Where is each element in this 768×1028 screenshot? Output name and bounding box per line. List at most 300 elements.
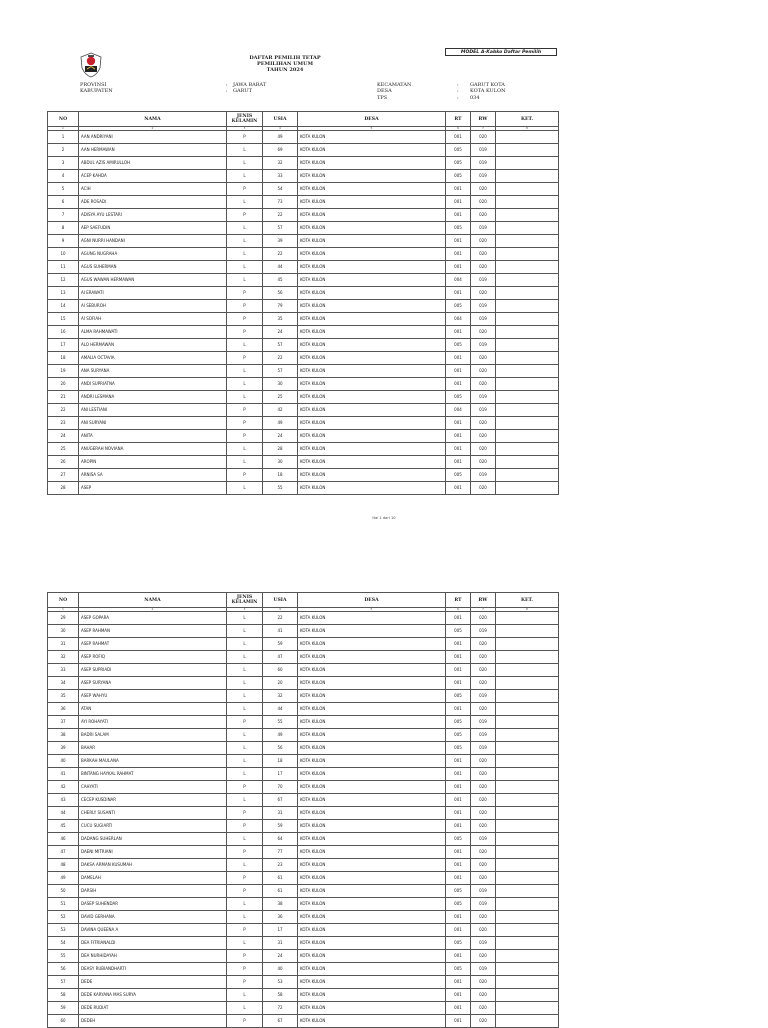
no-cell: 60 xyxy=(48,1015,79,1028)
nama-cell: DEA FITRIANALDI xyxy=(79,937,227,950)
provinsi-sep: : xyxy=(226,82,228,88)
ket-cell xyxy=(496,768,559,781)
ket-cell xyxy=(496,1002,559,1015)
desa-cell: KOTA KULON xyxy=(298,287,446,300)
usia-cell: 23 xyxy=(263,859,298,872)
rw-cell: 020 xyxy=(471,846,496,859)
ket-cell xyxy=(496,274,559,287)
rt-cell: 001 xyxy=(446,209,471,222)
desa-cell: KOTA KULON xyxy=(298,417,446,430)
desa-cell: KOTA KULON xyxy=(298,950,446,963)
table-row xyxy=(48,209,559,222)
jenis-kelamin-cell: L xyxy=(227,456,263,469)
ket-cell xyxy=(496,391,559,404)
table-row xyxy=(48,859,559,872)
col-ket-header: KET. xyxy=(496,593,559,608)
table-row xyxy=(48,235,559,248)
col-nama-header: NAMA xyxy=(79,593,227,608)
ket-cell xyxy=(496,885,559,898)
desa-cell: KOTA KULON xyxy=(298,1015,446,1028)
usia-cell: 57 xyxy=(263,339,298,352)
usia-cell: 17 xyxy=(263,768,298,781)
table-row xyxy=(48,248,559,261)
rt-cell: 001 xyxy=(446,248,471,261)
nama-cell: ANI SURYANI xyxy=(79,417,227,430)
nama-cell: AMALIA OCTAVIA xyxy=(79,352,227,365)
no-cell: 3 xyxy=(48,157,79,170)
jenis-kelamin-cell: L xyxy=(227,391,263,404)
rt-cell: 004 xyxy=(446,274,471,287)
rt-cell: 001 xyxy=(446,859,471,872)
nama-cell: ASEP SURYANA xyxy=(79,677,227,690)
kabupaten-value: GARUT xyxy=(233,88,252,95)
usia-cell: 67 xyxy=(263,794,298,807)
rw-cell: 020 xyxy=(471,235,496,248)
jenis-kelamin-cell: P xyxy=(227,950,263,963)
voter-table-page-2 xyxy=(47,592,559,1028)
rw-cell: 019 xyxy=(471,404,496,417)
table-row xyxy=(48,742,559,755)
desa-cell: KOTA KULON xyxy=(298,326,446,339)
jenis-kelamin-cell: P xyxy=(227,872,263,885)
jenis-kelamin-cell: P xyxy=(227,417,263,430)
ket-cell xyxy=(496,222,559,235)
jenis-kelamin-cell: P xyxy=(227,352,263,365)
rt-cell: 001 xyxy=(446,482,471,495)
header-values-left xyxy=(233,82,266,95)
usia-cell: 22 xyxy=(263,612,298,625)
jenis-kelamin-cell: L xyxy=(227,677,263,690)
rt-cell: 005 xyxy=(446,742,471,755)
tps-sep: : xyxy=(457,94,459,101)
table-row xyxy=(48,430,559,443)
table-row xyxy=(48,326,559,339)
desa-cell: KOTA KULON xyxy=(298,859,446,872)
desa-cell: KOTA KULON xyxy=(298,404,446,417)
jenis-kelamin-cell: L xyxy=(227,625,263,638)
desa-cell: KOTA KULON xyxy=(298,755,446,768)
table-row xyxy=(48,833,559,846)
table-row xyxy=(48,872,559,885)
jenis-kelamin-cell: L xyxy=(227,196,263,209)
no-cell: 23 xyxy=(48,417,79,430)
no-cell: 54 xyxy=(48,937,79,950)
rt-cell: 001 xyxy=(446,456,471,469)
jenis-kelamin-cell: L xyxy=(227,443,263,456)
table-row xyxy=(48,417,559,430)
no-cell: 39 xyxy=(48,742,79,755)
table-row xyxy=(48,313,559,326)
provinsi-value: JAWA BARAT xyxy=(233,82,267,88)
rw-cell: 020 xyxy=(471,794,496,807)
usia-cell: 72 xyxy=(263,1002,298,1015)
no-cell: 33 xyxy=(48,664,79,677)
table-row xyxy=(48,716,559,729)
nama-cell: DEDE xyxy=(79,976,227,989)
jenis-kelamin-cell: P xyxy=(227,963,263,976)
kecamatan-value: GARUT KOTA xyxy=(470,82,505,88)
rw-cell: 019 xyxy=(471,716,496,729)
desa-cell: KOTA KULON xyxy=(298,742,446,755)
nama-cell: AGUS SUHERMAN xyxy=(79,261,227,274)
col-usia-header: USIA xyxy=(263,112,298,127)
desa-cell: KOTA KULON xyxy=(298,183,446,196)
jenis-kelamin-cell: P xyxy=(227,924,263,937)
no-cell: 59 xyxy=(48,1002,79,1015)
no-cell: 51 xyxy=(48,898,79,911)
rt-cell: 005 xyxy=(446,391,471,404)
rw-cell: 019 xyxy=(471,469,496,482)
rw-cell: 020 xyxy=(471,820,496,833)
usia-cell: 77 xyxy=(263,846,298,859)
jenis-kelamin-cell: L xyxy=(227,157,263,170)
ket-cell xyxy=(496,144,559,157)
rw-cell: 020 xyxy=(471,924,496,937)
rw-cell: 020 xyxy=(471,261,496,274)
nama-cell: ASEP xyxy=(79,482,227,495)
col-number-5: 5 xyxy=(298,608,446,612)
nama-cell: ANDRI LESMANA xyxy=(79,391,227,404)
jenis-kelamin-cell: P xyxy=(227,976,263,989)
nama-cell: ANA SURYANA xyxy=(79,365,227,378)
col-desa-header: DESA xyxy=(298,593,446,608)
nama-cell: DAVINA QUEENA A xyxy=(79,924,227,937)
desa-cell: KOTA KULON xyxy=(298,794,446,807)
table-row xyxy=(48,261,559,274)
jenis-kelamin-cell: P xyxy=(227,846,263,859)
usia-cell: 24 xyxy=(263,950,298,963)
rt-cell: 005 xyxy=(446,729,471,742)
nama-cell: DAVID GERHANA xyxy=(79,911,227,924)
rw-cell: 019 xyxy=(471,742,496,755)
ket-cell xyxy=(496,651,559,664)
rw-cell: 020 xyxy=(471,872,496,885)
jenis-kelamin-cell: P xyxy=(227,1015,263,1028)
col-rw-header: RW xyxy=(471,112,496,127)
rw-cell: 020 xyxy=(471,209,496,222)
nama-cell: ANITA xyxy=(79,430,227,443)
ket-cell xyxy=(496,911,559,924)
rt-cell: 001 xyxy=(446,1015,471,1028)
rw-cell: 019 xyxy=(471,898,496,911)
desa-cell: KOTA KULON xyxy=(298,131,446,144)
usia-cell: 32 xyxy=(263,690,298,703)
ket-cell xyxy=(496,664,559,677)
col-number-8: 8 xyxy=(496,127,559,131)
rt-cell: 001 xyxy=(446,846,471,859)
desa-cell: KOTA KULON xyxy=(298,690,446,703)
rw-cell: 019 xyxy=(471,937,496,950)
rw-cell: 020 xyxy=(471,911,496,924)
desa-cell: KOTA KULON xyxy=(298,261,446,274)
usia-cell: 60 xyxy=(263,664,298,677)
no-cell: 9 xyxy=(48,235,79,248)
ket-cell xyxy=(496,638,559,651)
no-cell: 26 xyxy=(48,456,79,469)
rw-cell: 020 xyxy=(471,677,496,690)
rw-cell: 020 xyxy=(471,755,496,768)
ket-cell xyxy=(496,612,559,625)
ket-cell xyxy=(496,846,559,859)
jenis-kelamin-cell: L xyxy=(227,690,263,703)
ket-cell xyxy=(496,950,559,963)
jenis-kelamin-cell: L xyxy=(227,859,263,872)
table-row xyxy=(48,950,559,963)
usia-cell: 70 xyxy=(263,781,298,794)
usia-cell: 61 xyxy=(263,885,298,898)
no-cell: 27 xyxy=(48,469,79,482)
rw-cell: 019 xyxy=(471,144,496,157)
jenis-kelamin-cell: P xyxy=(227,430,263,443)
no-cell: 49 xyxy=(48,872,79,885)
table-row xyxy=(48,807,559,820)
rt-cell: 001 xyxy=(446,417,471,430)
rw-cell: 020 xyxy=(471,989,496,1002)
table-row xyxy=(48,222,559,235)
nama-cell: ADISYA AYU LESTARI xyxy=(79,209,227,222)
table-row xyxy=(48,365,559,378)
voter-table-page-1 xyxy=(47,111,559,495)
table-row xyxy=(48,989,559,1002)
col-number-7: 7 xyxy=(471,127,496,131)
col-number-4: 4 xyxy=(263,608,298,612)
no-cell: 48 xyxy=(48,859,79,872)
usia-cell: 58 xyxy=(263,989,298,1002)
rw-cell: 020 xyxy=(471,417,496,430)
jenis-kelamin-cell: L xyxy=(227,248,263,261)
col-number-3: 3 xyxy=(227,608,263,612)
rt-cell: 001 xyxy=(446,235,471,248)
desa-cell: KOTA KULON xyxy=(298,807,446,820)
col-no-header: NO xyxy=(48,112,79,127)
ket-cell xyxy=(496,404,559,417)
rt-cell: 004 xyxy=(446,313,471,326)
ket-cell xyxy=(496,703,559,716)
jenis-kelamin-cell: L xyxy=(227,222,263,235)
no-cell: 36 xyxy=(48,703,79,716)
usia-cell: 38 xyxy=(263,898,298,911)
usia-cell: 49 xyxy=(263,417,298,430)
desa-cell: KOTA KULON xyxy=(298,612,446,625)
usia-cell: 39 xyxy=(263,235,298,248)
rw-cell: 020 xyxy=(471,859,496,872)
rw-cell: 019 xyxy=(471,274,496,287)
desa-cell: KOTA KULON xyxy=(298,729,446,742)
no-cell: 44 xyxy=(48,807,79,820)
table-row xyxy=(48,898,559,911)
table-row xyxy=(48,781,559,794)
ket-cell xyxy=(496,365,559,378)
rt-cell: 005 xyxy=(446,690,471,703)
rw-cell: 020 xyxy=(471,781,496,794)
nama-cell: ABDUL AZIS AMIRULLOH xyxy=(79,157,227,170)
desa-cell: KOTA KULON xyxy=(298,378,446,391)
desa-cell: KOTA KULON xyxy=(298,456,446,469)
nama-cell: DARSIH xyxy=(79,885,227,898)
ket-cell xyxy=(496,300,559,313)
jenis-kelamin-cell: L xyxy=(227,274,263,287)
desa-cell: KOTA KULON xyxy=(298,963,446,976)
rt-cell: 005 xyxy=(446,170,471,183)
no-cell: 19 xyxy=(48,365,79,378)
ket-cell xyxy=(496,1015,559,1028)
usia-cell: 33 xyxy=(263,170,298,183)
usia-cell: 44 xyxy=(263,703,298,716)
desa-label: DESA xyxy=(377,88,392,95)
nama-cell: ADE ROSADI xyxy=(79,196,227,209)
usia-cell: 73 xyxy=(263,196,298,209)
rw-cell: 019 xyxy=(471,885,496,898)
nama-cell: AEP SAEFUDIN xyxy=(79,222,227,235)
no-cell: 18 xyxy=(48,352,79,365)
col-nama-header: NAMA xyxy=(79,112,227,127)
table-row xyxy=(48,937,559,950)
rt-cell: 005 xyxy=(446,157,471,170)
jenis-kelamin-cell: L xyxy=(227,794,263,807)
rt-cell: 005 xyxy=(446,625,471,638)
ket-cell xyxy=(496,716,559,729)
ket-cell xyxy=(496,352,559,365)
rw-cell: 019 xyxy=(471,300,496,313)
jenis-kelamin-cell: L xyxy=(227,638,263,651)
no-cell: 40 xyxy=(48,755,79,768)
nama-cell: DADANG SUHERLAN xyxy=(79,833,227,846)
jenis-kelamin-cell: L xyxy=(227,898,263,911)
desa-cell: KOTA KULON xyxy=(298,664,446,677)
desa-cell: KOTA KULON xyxy=(298,989,446,1002)
no-cell: 41 xyxy=(48,768,79,781)
nama-cell: AI SOFIAH xyxy=(79,313,227,326)
rt-cell: 001 xyxy=(446,755,471,768)
desa-cell: KOTA KULON xyxy=(298,898,446,911)
usia-cell: 47 xyxy=(263,651,298,664)
desa-value: KOTA KULON xyxy=(470,88,506,95)
no-cell: 16 xyxy=(48,326,79,339)
no-cell: 56 xyxy=(48,963,79,976)
usia-cell: 55 xyxy=(263,482,298,495)
nama-cell: AGUNG NUGRAHA xyxy=(79,248,227,261)
rt-cell: 001 xyxy=(446,677,471,690)
usia-cell: 20 xyxy=(263,677,298,690)
ket-cell xyxy=(496,898,559,911)
rw-cell: 020 xyxy=(471,456,496,469)
nama-cell: AI ERAWATI xyxy=(79,287,227,300)
table-row xyxy=(48,885,559,898)
ket-cell xyxy=(496,209,559,222)
usia-cell: 55 xyxy=(263,716,298,729)
rt-cell: 001 xyxy=(446,378,471,391)
ket-cell xyxy=(496,339,559,352)
kpu-logo xyxy=(79,52,103,78)
no-cell: 42 xyxy=(48,781,79,794)
ket-cell xyxy=(496,690,559,703)
table-row xyxy=(48,963,559,976)
nama-cell: BARKAH MAULANA xyxy=(79,755,227,768)
usia-cell: 56 xyxy=(263,287,298,300)
table-row xyxy=(48,924,559,937)
table-row xyxy=(48,638,559,651)
rw-cell: 020 xyxy=(471,131,496,144)
jenis-kelamin-cell: L xyxy=(227,1002,263,1015)
desa-cell: KOTA KULON xyxy=(298,885,446,898)
rt-cell: 005 xyxy=(446,963,471,976)
usia-cell: 24 xyxy=(263,430,298,443)
table-row xyxy=(48,729,559,742)
nama-cell: ATAN xyxy=(79,703,227,716)
usia-cell: 59 xyxy=(263,820,298,833)
kabupaten-label: KABUPATEN xyxy=(80,88,113,95)
rw-cell: 019 xyxy=(471,729,496,742)
col-number-2: 2 xyxy=(79,608,227,612)
nama-cell: ACEP KAHDA xyxy=(79,170,227,183)
no-cell: 46 xyxy=(48,833,79,846)
no-cell: 57 xyxy=(48,976,79,989)
desa-cell: KOTA KULON xyxy=(298,300,446,313)
nama-cell: AROPIN xyxy=(79,456,227,469)
table-row xyxy=(48,300,559,313)
nama-cell: DAKSA ARMAN KUSUMAH xyxy=(79,859,227,872)
table-row xyxy=(48,794,559,807)
nama-cell: CECEP KUSDINAR xyxy=(79,794,227,807)
jenis-kelamin-cell: L xyxy=(227,742,263,755)
ket-cell xyxy=(496,781,559,794)
nama-cell: AAN HERMAWAN xyxy=(79,144,227,157)
desa-cell: KOTA KULON xyxy=(298,235,446,248)
nama-cell: DAENI MITRIANI xyxy=(79,846,227,859)
desa-cell: KOTA KULON xyxy=(298,846,446,859)
usia-cell: 49 xyxy=(263,729,298,742)
rt-cell: 005 xyxy=(446,898,471,911)
desa-cell: KOTA KULON xyxy=(298,768,446,781)
header-labels-right xyxy=(377,82,411,101)
jenis-kelamin-cell: P xyxy=(227,820,263,833)
nama-cell: CHERLY SUSANTI xyxy=(79,807,227,820)
rt-cell: 001 xyxy=(446,820,471,833)
no-cell: 31 xyxy=(48,638,79,651)
rw-cell: 019 xyxy=(471,833,496,846)
rt-cell: 001 xyxy=(446,638,471,651)
desa-cell: KOTA KULON xyxy=(298,313,446,326)
rw-cell: 020 xyxy=(471,703,496,716)
rt-cell: 001 xyxy=(446,794,471,807)
col-number-3: 3 xyxy=(227,127,263,131)
nama-cell: AGNI NURRI HANDANI xyxy=(79,235,227,248)
rw-cell: 020 xyxy=(471,768,496,781)
table-row xyxy=(48,820,559,833)
no-cell: 17 xyxy=(48,339,79,352)
nama-cell: DEDE RUDIAT xyxy=(79,1002,227,1015)
nama-cell: ANDI SUPRIATNA xyxy=(79,378,227,391)
desa-cell: KOTA KULON xyxy=(298,196,446,209)
jenis-kelamin-cell: P xyxy=(227,313,263,326)
col-ket-header: KET. xyxy=(496,112,559,127)
nama-cell: ASEP RAHMAT xyxy=(79,638,227,651)
nama-cell: DEDE KARYANA MAS SURYA xyxy=(79,989,227,1002)
col-jenis-kelamin-header: JENIS KELAMIN xyxy=(227,112,263,127)
no-cell: 21 xyxy=(48,391,79,404)
nama-cell: DAMELAH xyxy=(79,872,227,885)
ket-cell xyxy=(496,196,559,209)
no-cell: 20 xyxy=(48,378,79,391)
jenis-kelamin-cell: P xyxy=(227,885,263,898)
jenis-kelamin-cell: P xyxy=(227,209,263,222)
rt-cell: 001 xyxy=(446,183,471,196)
usia-cell: 64 xyxy=(263,833,298,846)
usia-cell: 25 xyxy=(263,391,298,404)
no-cell: 53 xyxy=(48,924,79,937)
jenis-kelamin-cell: P xyxy=(227,326,263,339)
document-title xyxy=(230,55,340,73)
